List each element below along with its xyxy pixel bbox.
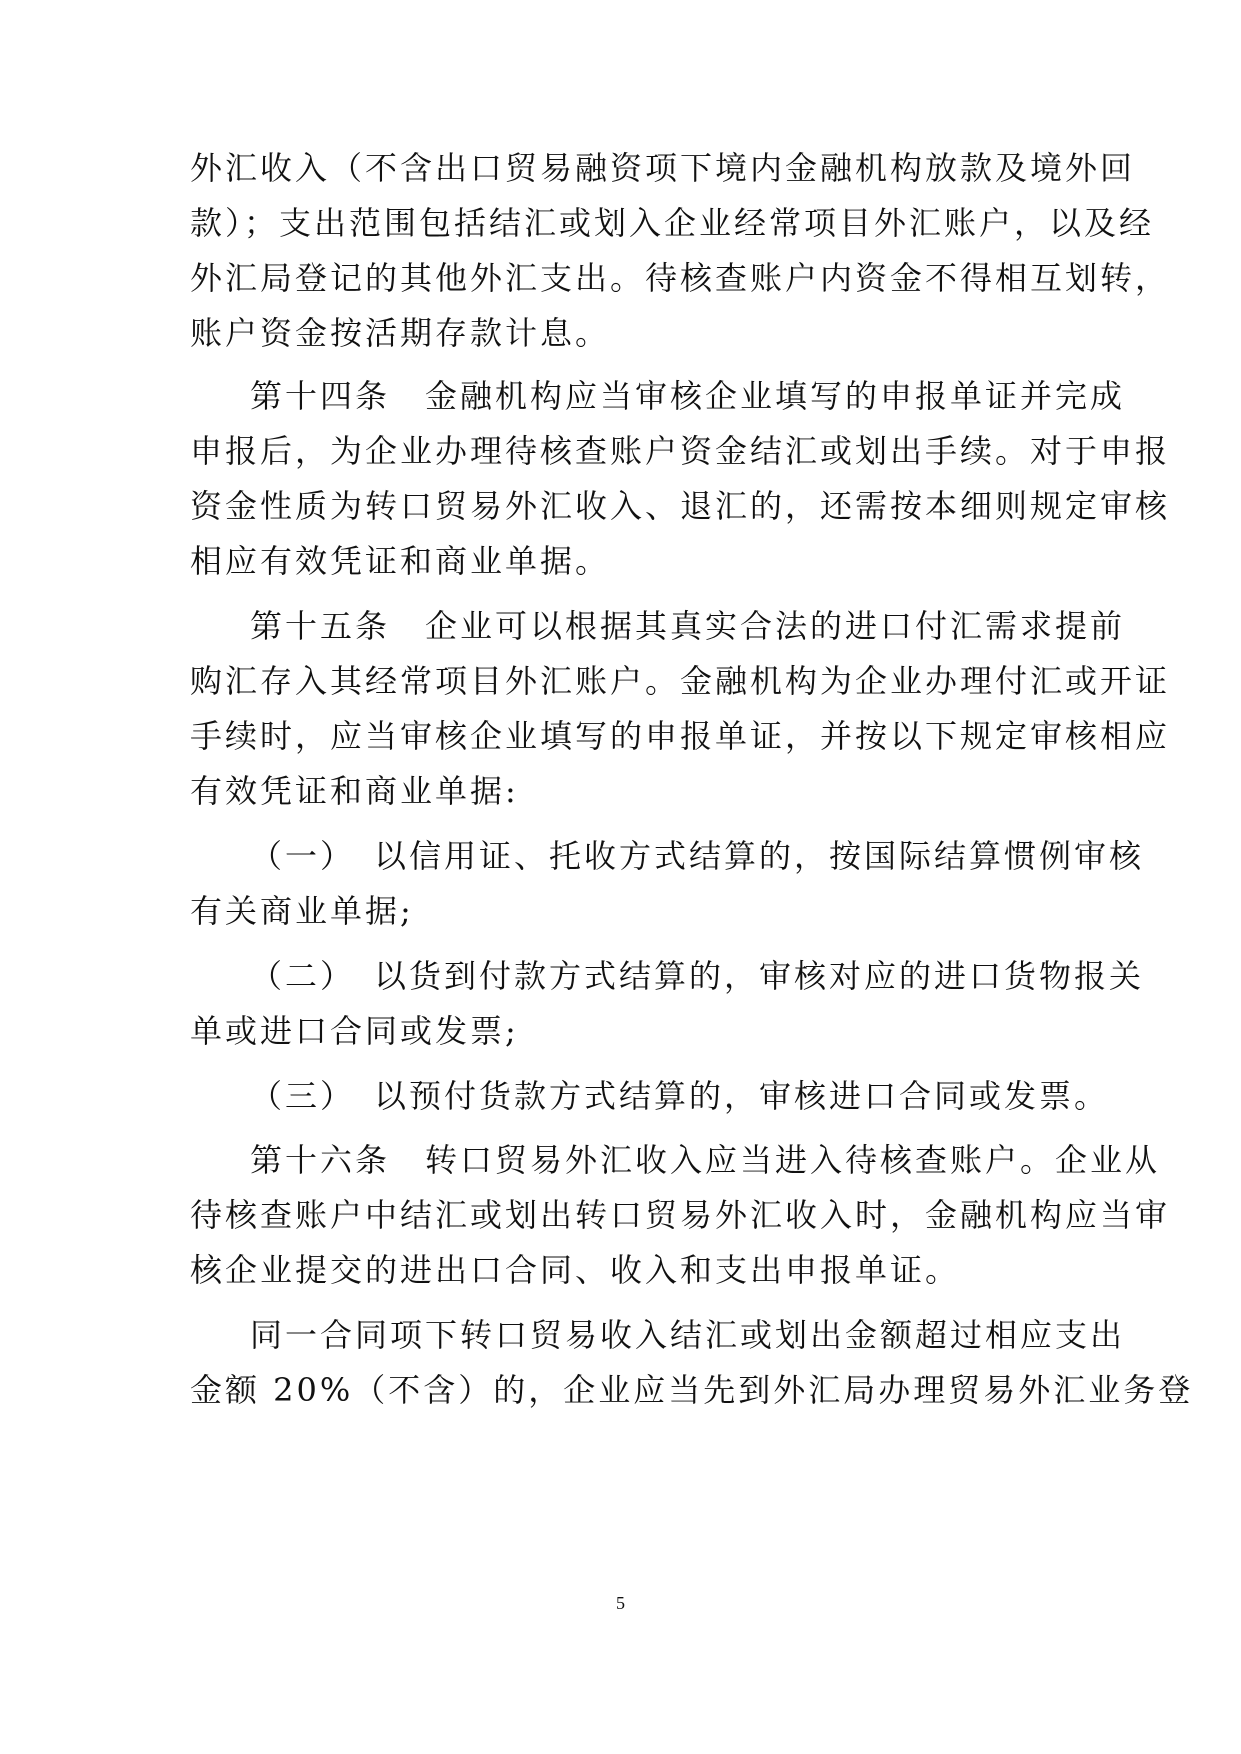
- text-line: 金额 20%（不含）的，企业应当先到外汇局办理贸易外汇业务登: [190, 1371, 1194, 1409]
- article-14-heading-line: 第十四条 金融机构应当审核企业填写的申报单证并完成: [250, 377, 1126, 415]
- text-line: 资金性质为转口贸易外汇收入、退汇的，还需按本细则规定审核: [190, 487, 1171, 525]
- text-line: 申报后，为企业办理待核查账户资金结汇或划出手续。对于申报: [190, 432, 1171, 470]
- text-line: 单或进口合同或发票;: [190, 1012, 519, 1050]
- text-line: 手续时，应当审核企业填写的申报单证，并按以下规定审核相应: [190, 717, 1171, 755]
- text-line: 款）；支出范围包括结汇或划入企业经常项目外汇账户，以及经: [190, 204, 1155, 242]
- text-line: 外汇局登记的其他外汇支出。待核查账户内资金不得相互划转，: [190, 259, 1171, 297]
- article-16-heading-line: 第十六条 转口贸易外汇收入应当进入待核查账户。企业从: [250, 1141, 1161, 1179]
- item-three-line: （三） 以预付货款方式结算的，审核进口合同或发票。: [250, 1077, 1110, 1115]
- item-two-line: （二） 以货到付款方式结算的，审核对应的进口货物报关: [250, 957, 1145, 995]
- text-line: 待核查账户中结汇或划出转口贸易外汇收入时，金融机构应当审: [190, 1196, 1171, 1234]
- text-line: 有关商业单据;: [190, 892, 414, 930]
- text-line: 相应有效凭证和商业单据。: [190, 542, 611, 580]
- text-line: 核企业提交的进出口合同、收入和支出申报单证。: [190, 1251, 961, 1289]
- page-number: 5: [616, 1593, 625, 1613]
- paragraph-start-line: 同一合同项下转口贸易收入结汇或划出金额超过相应支出: [250, 1316, 1126, 1354]
- text-line: 账户资金按活期存款计息。: [190, 314, 611, 352]
- text-line: 有效凭证和商业单据:: [190, 772, 519, 810]
- text-line: 购汇存入其经常项目外汇账户。金融机构为企业办理付汇或开证: [190, 662, 1171, 700]
- article-15-heading-line: 第十五条 企业可以根据其真实合法的进口付汇需求提前: [250, 607, 1126, 645]
- text-line: 外汇收入（不含出口贸易融资项下境内金融机构放款及境外回: [190, 149, 1136, 187]
- item-one-line: （一） 以信用证、托收方式结算的，按国际结算惯例审核: [250, 837, 1145, 875]
